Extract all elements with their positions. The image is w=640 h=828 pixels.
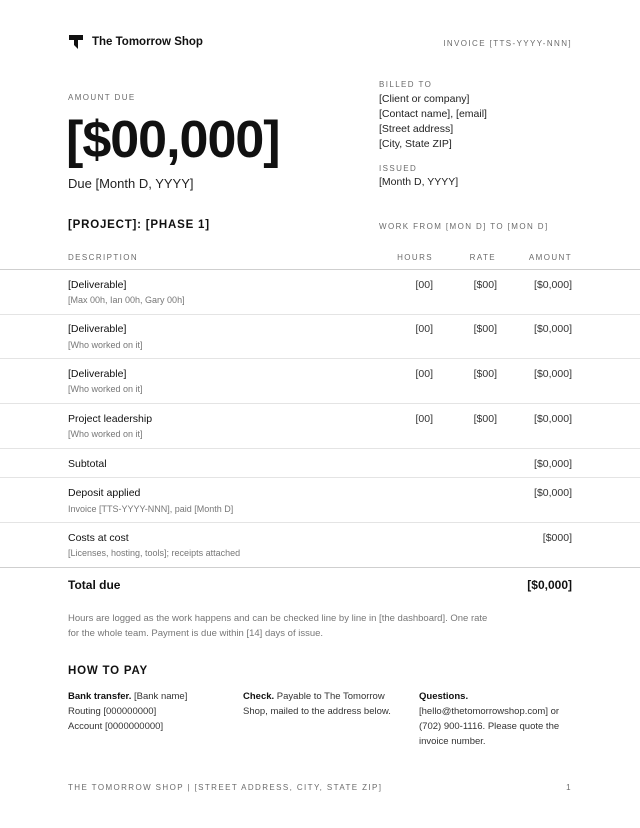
- row-hours: [00]: [415, 279, 433, 291]
- row-rate: [$00]: [473, 323, 497, 335]
- total-due-value: [$0,000]: [527, 578, 572, 592]
- bank-transfer-block: [68, 689, 228, 734]
- payment-note: Hours are logged as the work happens and can be checked line by line in [the dashboard]. One rate for the whole team. Payment is due within [14] days of issue.: [68, 613, 488, 639]
- questions-heading: Questions.: [419, 691, 469, 702]
- row-amount: [$0,000]: [534, 413, 572, 425]
- footer-address: THE TOMORROW SHOP | [STREET ADDRESS, CITY, STATE ZIP]: [68, 783, 383, 792]
- subtotal-value: [$0,000]: [534, 458, 572, 470]
- row-amount: [$0,000]: [534, 368, 572, 380]
- col-header-hours: HOURS: [397, 253, 433, 262]
- col-header-rate: RATE: [469, 253, 496, 262]
- divider: [0, 448, 640, 449]
- row-hours: [00]: [415, 368, 433, 380]
- row-title: [Deliverable]: [68, 323, 127, 335]
- how-to-pay-title: HOW TO PAY: [68, 665, 148, 677]
- flag-logo-icon: [68, 34, 84, 50]
- divider: [0, 522, 640, 523]
- col-header-description: DESCRIPTION: [68, 253, 139, 262]
- row-sub: [Who worked on it]: [68, 340, 143, 350]
- divider: [0, 403, 640, 404]
- row-title: [Deliverable]: [68, 368, 127, 380]
- divider: [0, 358, 640, 359]
- billed-to-line: [Contact name], [email]: [379, 108, 487, 120]
- billed-to-line: [City, State ZIP]: [379, 138, 452, 150]
- check-heading: Check.: [243, 691, 275, 702]
- divider: [0, 314, 640, 315]
- row-amount: [$0,000]: [534, 323, 572, 335]
- bank-account: Account [0000000000]: [68, 721, 164, 732]
- amount-due-label: AMOUNT DUE: [68, 93, 136, 102]
- issued-date: [Month D, YYYY]: [379, 176, 459, 188]
- row-title: Project leadership: [68, 413, 153, 425]
- billed-to-label: BILLED TO: [379, 80, 433, 89]
- costs-sub: [Licenses, hosting, tools]; receipts attached: [68, 548, 241, 558]
- billed-to-line: [Street address]: [379, 123, 454, 135]
- subtotal-label: Subtotal: [68, 458, 107, 470]
- bank-heading: Bank transfer.: [68, 691, 132, 702]
- total-due-label: Total due: [68, 578, 121, 592]
- row-rate: [$00]: [473, 368, 497, 380]
- row-rate: [$00]: [473, 413, 497, 425]
- row-hours: [00]: [415, 323, 433, 335]
- deposit-value: [$0,000]: [534, 487, 572, 499]
- work-period: WORK FROM [MON D] TO [MON D]: [379, 222, 549, 231]
- amount-due-value: [$00,000]: [66, 111, 280, 169]
- due-date: Due [Month D, YYYY]: [68, 176, 194, 191]
- divider: [0, 567, 640, 568]
- row-sub: [Who worked on it]: [68, 429, 143, 439]
- row-title: [Deliverable]: [68, 279, 127, 291]
- brand-name: The Tomorrow Shop: [92, 36, 203, 48]
- billed-to-block: [379, 92, 487, 152]
- billed-to-line: [Client or company]: [379, 93, 470, 105]
- invoice-id: INVOICE [TTS-YYYY-NNN]: [443, 39, 572, 48]
- issued-label: ISSUED: [379, 164, 418, 173]
- divider: [0, 477, 640, 478]
- divider: [0, 269, 640, 270]
- deposit-sub: Invoice [TTS-YYYY-NNN], paid [Month D]: [68, 504, 234, 514]
- row-amount: [$0,000]: [534, 279, 572, 291]
- costs-value: [$000]: [542, 532, 572, 544]
- bank-name: [Bank name]: [134, 691, 188, 702]
- project-title: [PROJECT]: [PHASE 1]: [68, 219, 210, 231]
- page-number: 1: [566, 783, 572, 792]
- bank-routing: Routing [000000000]: [68, 706, 157, 717]
- questions-block: [419, 689, 572, 749]
- check-block: [243, 689, 398, 719]
- questions-text: [hello@thetomorrowshop.com] or (702) 900-1116. Please quote the invoice number.: [419, 706, 560, 747]
- row-sub: [Who worked on it]: [68, 384, 143, 394]
- row-rate: [$00]: [473, 279, 497, 291]
- check-text: Payable to The Tomorrow Shop, mailed to the address below.: [243, 691, 391, 717]
- col-header-amount: AMOUNT: [528, 253, 572, 262]
- row-hours: [00]: [415, 413, 433, 425]
- brand: [68, 34, 203, 50]
- costs-label: Costs at cost: [68, 532, 129, 544]
- deposit-label: Deposit applied: [68, 487, 141, 499]
- row-sub: [Max 00h, Ian 00h, Gary 00h]: [68, 295, 185, 305]
